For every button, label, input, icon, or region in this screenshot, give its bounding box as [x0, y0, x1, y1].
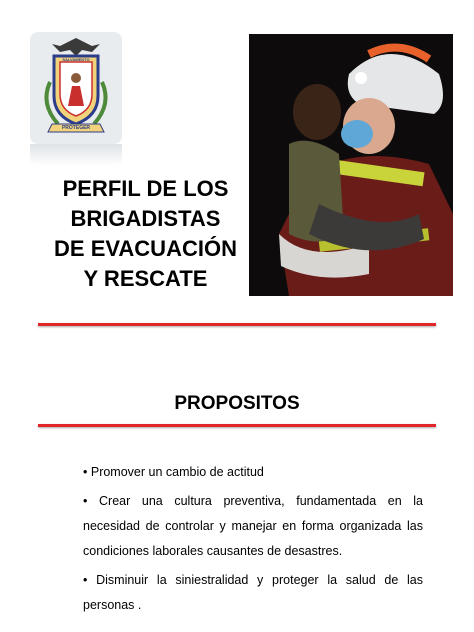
crest-reflection [30, 144, 122, 166]
slide-title [38, 174, 253, 294]
title-line-4: Y RESCATE [83, 266, 208, 291]
section-heading: PROPOSITOS [174, 393, 300, 414]
rescuer-carrying-child-photo [249, 34, 453, 296]
title-line-1: PERFIL DE LOS [62, 176, 229, 201]
purpose-list [83, 460, 423, 622]
list-item: • Disminuir la siniestralidad y proteger la salud de las personas . [83, 568, 423, 618]
brigade-crest-icon [30, 32, 122, 144]
crest-banner-top: SALVAMENTO [62, 57, 90, 62]
crest-banner-bottom: PROTEGER [61, 125, 91, 131]
title-line-2: BRIGADISTAS [70, 206, 221, 231]
title-line-3: DE EVACUACIÓN [54, 236, 237, 261]
list-item: • Crear una cultura preventiva, fundamentada en la necesidad de controlar y manejar en forma organizada las condiciones laborales causantes de desastres. [83, 489, 423, 564]
red-divider-bottom [38, 424, 436, 427]
list-item: • Promover un cambio de actitud [83, 460, 423, 485]
red-divider-top [38, 323, 436, 326]
